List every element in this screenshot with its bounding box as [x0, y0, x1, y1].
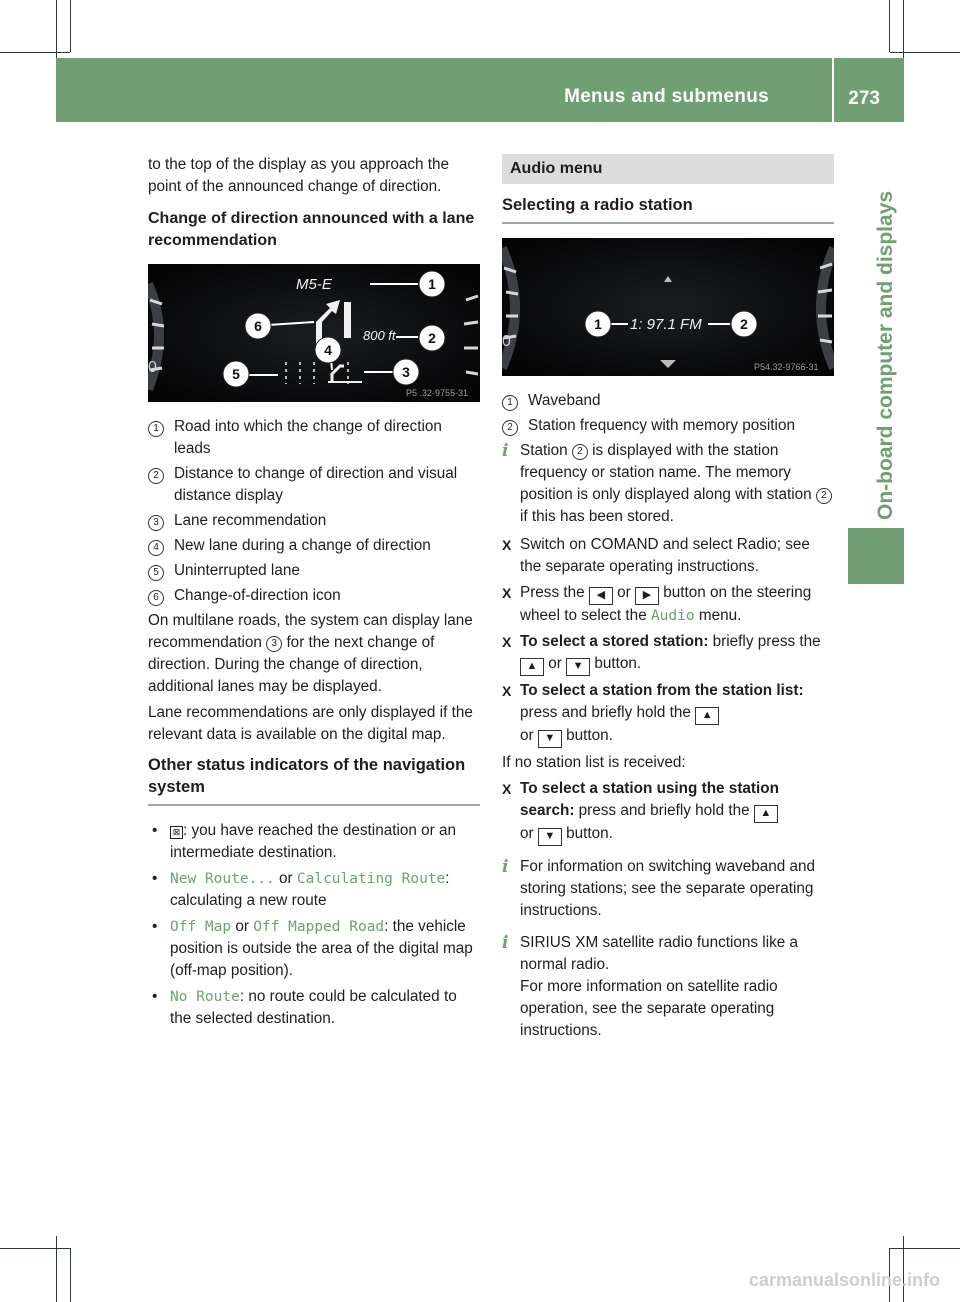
- crop-mark: [890, 52, 960, 53]
- action-icon: X: [502, 585, 512, 601]
- svg-text:6: 6: [254, 318, 262, 334]
- action-icon: X: [502, 634, 512, 650]
- station-label: 1: 97.1 FM: [630, 316, 702, 333]
- down-arrow-button-icon: ▼: [566, 658, 590, 676]
- header-separator: [832, 58, 834, 122]
- bullet-icon: •: [152, 918, 158, 935]
- crop-mark: [70, 0, 71, 52]
- multilane-paragraph: On multilane roads, the system can display lane recommendation 3 for the next change of direction. During the change of direction, additional lanes may be displayed.: [148, 612, 473, 695]
- svg-text:1: 1: [594, 316, 602, 332]
- crop-mark: [903, 0, 904, 66]
- bullet-icon: •: [152, 822, 158, 839]
- right-column: [502, 154, 834, 1048]
- info-note: i SIRIUS XM satellite radio functions like a normal radio. For more information on satellite radio operation, see the separate operating instructions.: [502, 932, 834, 1042]
- bullet-icon: •: [152, 870, 158, 887]
- street-name-label: M5-E: [296, 276, 332, 293]
- callout-number: 3: [148, 515, 164, 531]
- legend-text: Road into which the change of direction leads: [174, 418, 442, 457]
- legend-text: New lane during a change of direction: [174, 537, 431, 554]
- legend-text: Distance to change of direction and visual distance display: [174, 465, 458, 504]
- left-column: [148, 154, 480, 1034]
- list-item: • No Route: no route could be calculated to the selected destination.: [148, 986, 480, 1030]
- availability-paragraph: Lane recommendations are only displayed if the relevant data is available on the digital map.: [148, 704, 473, 743]
- action-icon: X: [502, 781, 512, 797]
- legend-item: [148, 510, 480, 532]
- callout-number: 4: [148, 540, 164, 556]
- figure-radio-display: [502, 238, 834, 376]
- crop-mark: [0, 1248, 70, 1249]
- callout-number: 6: [148, 590, 164, 606]
- callout-number: 5: [148, 565, 164, 581]
- callout-number: 2: [148, 468, 164, 484]
- list-item: • Off Map or Off Mapped Road: the vehicle position is outside the area of the digital map (off-map position).: [148, 916, 480, 982]
- action-icon: X: [502, 683, 512, 699]
- side-tab-block: [848, 528, 904, 584]
- crop-mark: [890, 1248, 960, 1249]
- svg-text:4: 4: [324, 342, 332, 358]
- distance-label: 800 ft: [363, 328, 396, 343]
- legend-text: Station frequency with memory position: [528, 417, 795, 434]
- svg-text:2: 2: [740, 316, 748, 332]
- callout-number: 1: [148, 421, 164, 437]
- lane-display-graphic: [148, 264, 480, 402]
- page-header: [56, 58, 904, 122]
- svg-text:0: 0: [502, 333, 511, 350]
- legend-item: [148, 560, 480, 582]
- right-arrow-button-icon: ▶: [635, 587, 659, 605]
- heading-selecting-radio: Selecting a radio station: [502, 194, 834, 224]
- info-note: i For information on switching waveband and storing stations; see the separate operating instructions.: [502, 856, 834, 922]
- figure-code: P5 .32-9755-31: [406, 388, 469, 398]
- legend-item: [148, 585, 480, 607]
- legend-list: [148, 416, 480, 607]
- svg-text:2: 2: [428, 330, 436, 346]
- callout-number: 2: [572, 444, 588, 460]
- left-arrow-button-icon: ◀: [589, 587, 613, 605]
- up-arrow-button-icon: ▲: [754, 805, 778, 823]
- info-icon: i: [502, 857, 509, 877]
- side-tab-label: On-board computer and displays: [874, 190, 897, 520]
- action-step: X To select a station using the station search: press and briefly hold the ▲ or ▼ button.: [502, 778, 834, 846]
- crop-mark: [0, 52, 70, 53]
- up-arrow-button-icon: ▲: [520, 658, 544, 676]
- legend-item: [148, 416, 480, 460]
- crop-mark: [903, 1236, 904, 1302]
- callout-number: 3: [266, 636, 282, 652]
- destination-flag-icon: ⊠: [170, 826, 183, 839]
- action-step: X Press the ◀ or ▶ button on the steering wheel to select the Audio menu.: [502, 582, 834, 627]
- legend-item: [148, 535, 480, 557]
- svg-text:0: 0: [148, 359, 157, 376]
- figure-code: P54.32-9766-31: [754, 362, 819, 372]
- intro-text: to the top of the display as you approach the point of the announced change of direction.: [148, 156, 450, 195]
- callout-number: 2: [502, 420, 518, 436]
- info-note: i Station 2 is displayed with the station frequency or station name. The memory position is only displayed along with station 2 if this has been stored.: [502, 440, 834, 528]
- heading-other-status: Other status indicators of the navigation system: [148, 754, 480, 806]
- crop-mark: [889, 0, 890, 52]
- heading-lane-recommendation: Change of direction announced with a lane recommendation: [148, 210, 475, 249]
- info-icon: i: [502, 933, 509, 953]
- down-arrow-button-icon: ▼: [538, 730, 562, 748]
- legend-item: [502, 415, 834, 437]
- legend-text: Change-of-direction icon: [174, 587, 341, 604]
- legend-item: [148, 463, 480, 507]
- svg-text:5: 5: [232, 366, 240, 382]
- callout-number: 1: [502, 395, 518, 411]
- action-step: X To select a stored station: briefly press the ▲ or ▼ button.: [502, 631, 834, 676]
- legend-text: Lane recommendation: [174, 512, 327, 529]
- action-icon: X: [502, 537, 512, 553]
- bullet-icon: •: [152, 988, 158, 1005]
- crop-mark: [56, 0, 57, 66]
- page-number: 273: [848, 88, 880, 109]
- no-station-list-text: If no station list is received:: [502, 754, 686, 771]
- watermark: carmanualsonline.info: [748, 1270, 940, 1290]
- up-arrow-button-icon: ▲: [695, 707, 719, 725]
- header-title: Menus and submenus: [564, 86, 769, 107]
- svg-text:1: 1: [428, 276, 436, 292]
- list-item: • ⊠ : you have reached the destination or an intermediate destination.: [148, 820, 480, 864]
- action-step: X Switch on COMAND and select Radio; see the separate operating instructions.: [502, 534, 834, 578]
- legend-text: Uninterrupted lane: [174, 562, 300, 579]
- section-title-audio-menu: Audio menu: [502, 154, 834, 184]
- svg-text:3: 3: [402, 364, 410, 380]
- down-arrow-button-icon: ▼: [538, 828, 562, 846]
- crop-mark: [56, 1236, 57, 1302]
- info-icon: i: [502, 441, 509, 461]
- legend-text: Waveband: [528, 392, 601, 409]
- callout-number: 2: [816, 488, 832, 504]
- list-item: • New Route... or Calculating Route: calculating a new route: [148, 868, 480, 912]
- action-step: X To select a station from the station list: press and briefly hold the ▲ or ▼ button.: [502, 680, 834, 748]
- crop-mark: [70, 1248, 71, 1302]
- legend-item: [502, 390, 834, 412]
- figure-lane-display: [148, 264, 480, 402]
- radio-display-graphic: [502, 238, 834, 376]
